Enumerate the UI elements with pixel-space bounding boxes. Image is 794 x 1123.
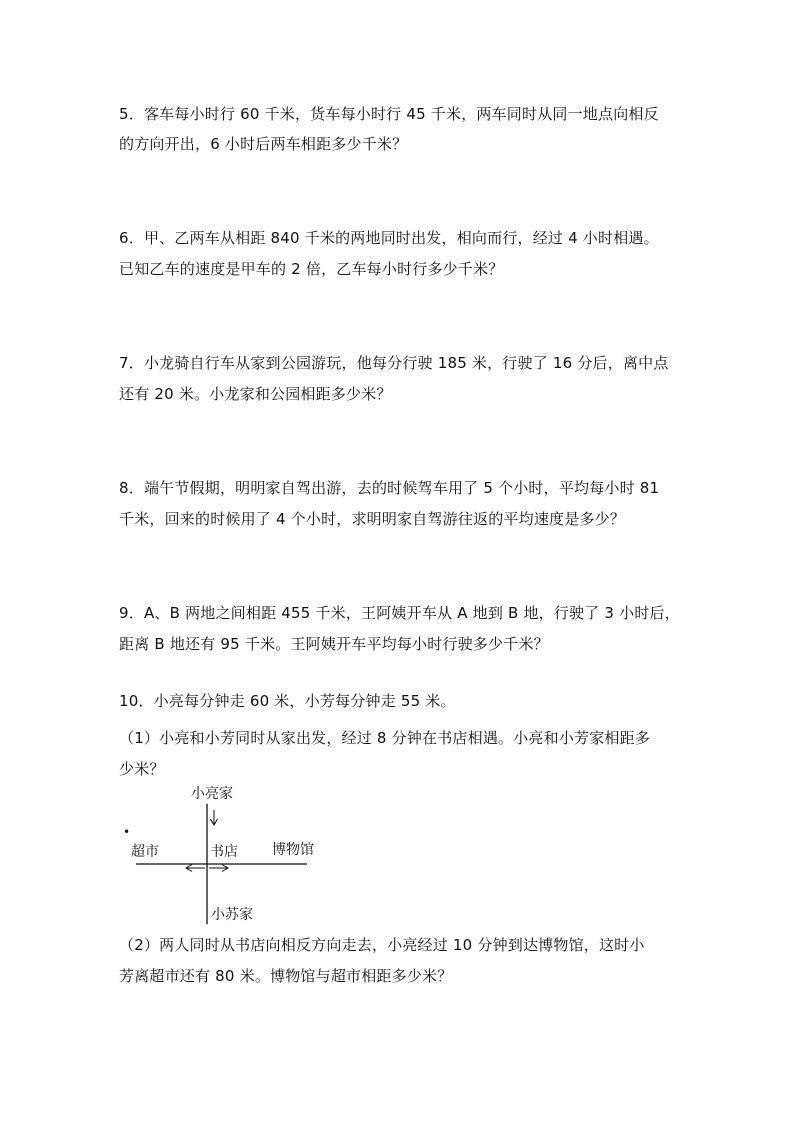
xiaoliang-home-label: 小亮家 bbox=[191, 786, 233, 802]
bookstore-label: 书店 bbox=[210, 844, 238, 860]
supermarket-label: 超市 bbox=[131, 844, 159, 860]
problem-6-line-1: 6．甲、乙两车从相距 840 千米的两地同时出发，相向而行，经过 4 小时相遇。 bbox=[119, 229, 659, 247]
problem-10-q2-line-1: （2）两人同时从书店向相反方向走去，小亮经过 10 分钟到达博物馆，这时小 bbox=[119, 936, 645, 954]
right-arrow-icon bbox=[209, 865, 228, 872]
problem-10-q1-line-1: （1）小亮和小芳同时从家出发，经过 8 分钟在书店相遇。小亮和小芳家相距多 bbox=[119, 729, 651, 747]
problem-9-line-1: 9．A、B 两地之间相距 455 千米，王阿姨开车从 A 地到 B 地，行驶了 3 小时后， bbox=[119, 604, 680, 622]
problem-7-line-1: 7．小龙骑自行车从家到公园游玩，他每分行驶 185 米，行驶了 16 分后，离中点 bbox=[119, 354, 669, 372]
problem-8-line-2: 千米，回来的时候用了 4 个小时，求明明家自驾游往返的平均速度是多少？ bbox=[119, 510, 626, 528]
museum-label: 博物馆 bbox=[272, 842, 314, 858]
xiaosu-home-label: 小苏家 bbox=[211, 907, 253, 923]
problem-7-line-2: 还有 20 米。小龙家和公园相距多少米？ bbox=[119, 385, 392, 403]
problem-8-line-1: 8．端午节假期，明明家自驾出游，去的时候驾车用了 5 个小时，平均每小时 81 bbox=[119, 479, 660, 497]
route-diagram bbox=[110, 780, 340, 930]
problem-10-intro: 10．小亮每分钟走 60 米，小芳每分钟走 55 米。 bbox=[119, 692, 456, 710]
stray-dot-mark: • bbox=[123, 825, 131, 839]
problem-6-line-2: 已知乙车的速度是甲车的 2 倍，乙车每小时行多少千米？ bbox=[119, 260, 504, 278]
down-arrow-icon bbox=[211, 810, 218, 825]
problem-9-line-2: 距离 B 地还有 95 千米。王阿姨开车平均每小时行驶多少千米？ bbox=[119, 635, 549, 653]
left-arrow-icon bbox=[186, 865, 205, 872]
problem-5-line-2: 的方向开出，6 小时后两车相距多少千米？ bbox=[119, 135, 408, 153]
problem-10-q1-line-2: 少米？ bbox=[119, 760, 165, 778]
problem-10-q2-line-2: 芳离超市还有 80 米。博物馆与超市相距多少米？ bbox=[119, 967, 453, 985]
problem-5-line-1: 5．客车每小时行 60 千米，货车每小时行 45 千米，两车同时从同一地点向相反 bbox=[119, 105, 659, 123]
